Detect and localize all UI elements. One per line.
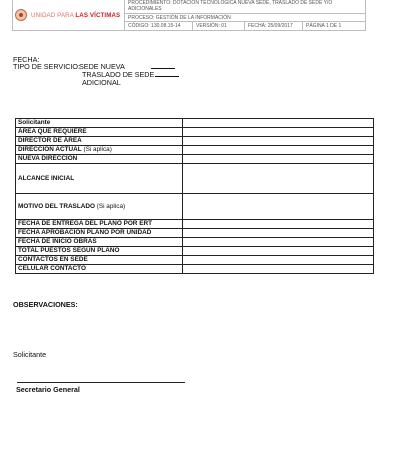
- signature-line: [17, 382, 185, 383]
- row-label: FECHA DE ENTREGA DEL PLANO POR ERT: [16, 220, 183, 229]
- row-value-field[interactable]: [183, 128, 374, 137]
- observaciones-label: OBSERVACIONES:: [13, 300, 78, 309]
- fecha-label: FECHA:: [13, 55, 40, 64]
- table-row: [16, 220, 374, 229]
- table-row: [16, 256, 374, 265]
- table-row: [16, 128, 374, 137]
- sede-nueva-line[interactable]: [150, 62, 175, 71]
- row-label: MOTIVO DEL TRASLADO (Si aplica): [16, 194, 183, 220]
- request-table: [15, 118, 374, 274]
- row-value-field[interactable]: [183, 137, 374, 146]
- row-value-field[interactable]: [183, 220, 374, 229]
- row-value-field[interactable]: [183, 256, 374, 265]
- row-value-field[interactable]: [183, 164, 374, 194]
- row-value-field[interactable]: [183, 238, 374, 247]
- header-info: [125, 0, 365, 30]
- row-label: Solicitante: [16, 119, 183, 128]
- table-row: [16, 229, 374, 238]
- table-row: [16, 164, 374, 194]
- process-label: PROCESO: GESTIÓN DE LA INFORMACIÓN: [128, 14, 231, 21]
- row-label: DIRECTOR DE ÁREA: [16, 137, 183, 146]
- row-label: TOTAL PUESTOS SEGÚN PLANO: [16, 247, 183, 256]
- meta-row: [125, 22, 365, 30]
- code-cell: CÓDIGO: 130.08.15-14: [125, 22, 193, 30]
- row-label: FECHA DE INICIO OBRAS: [16, 238, 183, 247]
- logo-text: UNIDAD PARA LAS VÍCTIMAS: [31, 11, 121, 19]
- secretario-signature-label: Secretario General: [16, 385, 80, 394]
- table-row: [16, 146, 374, 155]
- table-row: [16, 119, 374, 128]
- page-cell: PÁGINA 1 DE 1: [306, 23, 342, 29]
- row-label: DIRECCIÓN ACTUAL (Si aplica): [16, 146, 183, 155]
- row-value-field[interactable]: [183, 119, 374, 128]
- date-cell: FECHA: 25/09/2017: [245, 22, 303, 30]
- option-traslado-sede[interactable]: TRASLADO DE SEDE: [82, 70, 179, 79]
- logo-block: [13, 0, 125, 30]
- procedure-title: PROCEDIMIENTO: DOTACIÓN TECNOLÓGICA NUEVA SEDE, TRASLADO DE SEDE Y/O: [128, 0, 333, 6]
- row-value-field[interactable]: [183, 194, 374, 220]
- table-row: [16, 265, 374, 274]
- table-row: [16, 137, 374, 146]
- row-label: NUEVA DIRECCIÓN: [16, 155, 183, 164]
- row-value-field[interactable]: [183, 146, 374, 155]
- procedure-row: [125, 0, 365, 14]
- row-label: ALCANCE INICIAL: [16, 164, 183, 194]
- table-row: [16, 238, 374, 247]
- option-sede-nueva[interactable]: SEDE NUEVA: [79, 62, 125, 71]
- procedure-title-cont: ADICIONALES: [128, 5, 162, 12]
- document-page: [4, 0, 396, 450]
- checkbox-line[interactable]: [155, 70, 179, 77]
- row-label: FECHA APROBACIÓN PLANO POR UNIDAD: [16, 229, 183, 238]
- row-value-field[interactable]: [183, 155, 374, 164]
- tipo-servicio-label: TIPO DE SERVICIO:: [13, 62, 80, 71]
- process-row: [125, 14, 365, 22]
- row-label: CONTACTOS EN SEDE: [16, 256, 183, 265]
- table-row: [16, 194, 374, 220]
- row-value-field[interactable]: [183, 247, 374, 256]
- option-adicional[interactable]: ADICIONAL: [82, 78, 121, 87]
- row-label: ÁREA QUE REQUIERE: [16, 128, 183, 137]
- row-value-field[interactable]: [183, 265, 374, 274]
- row-value-field[interactable]: [183, 229, 374, 238]
- version-cell: VERSIÓN: 01: [193, 22, 245, 30]
- table-row: [16, 155, 374, 164]
- document-header: [12, 0, 366, 31]
- row-label: CELULAR CONTACTO: [16, 265, 183, 274]
- coat-of-arms-icon: [15, 9, 27, 21]
- table-row: [16, 247, 374, 256]
- solicitante-signature-label: Solicitante: [13, 350, 47, 359]
